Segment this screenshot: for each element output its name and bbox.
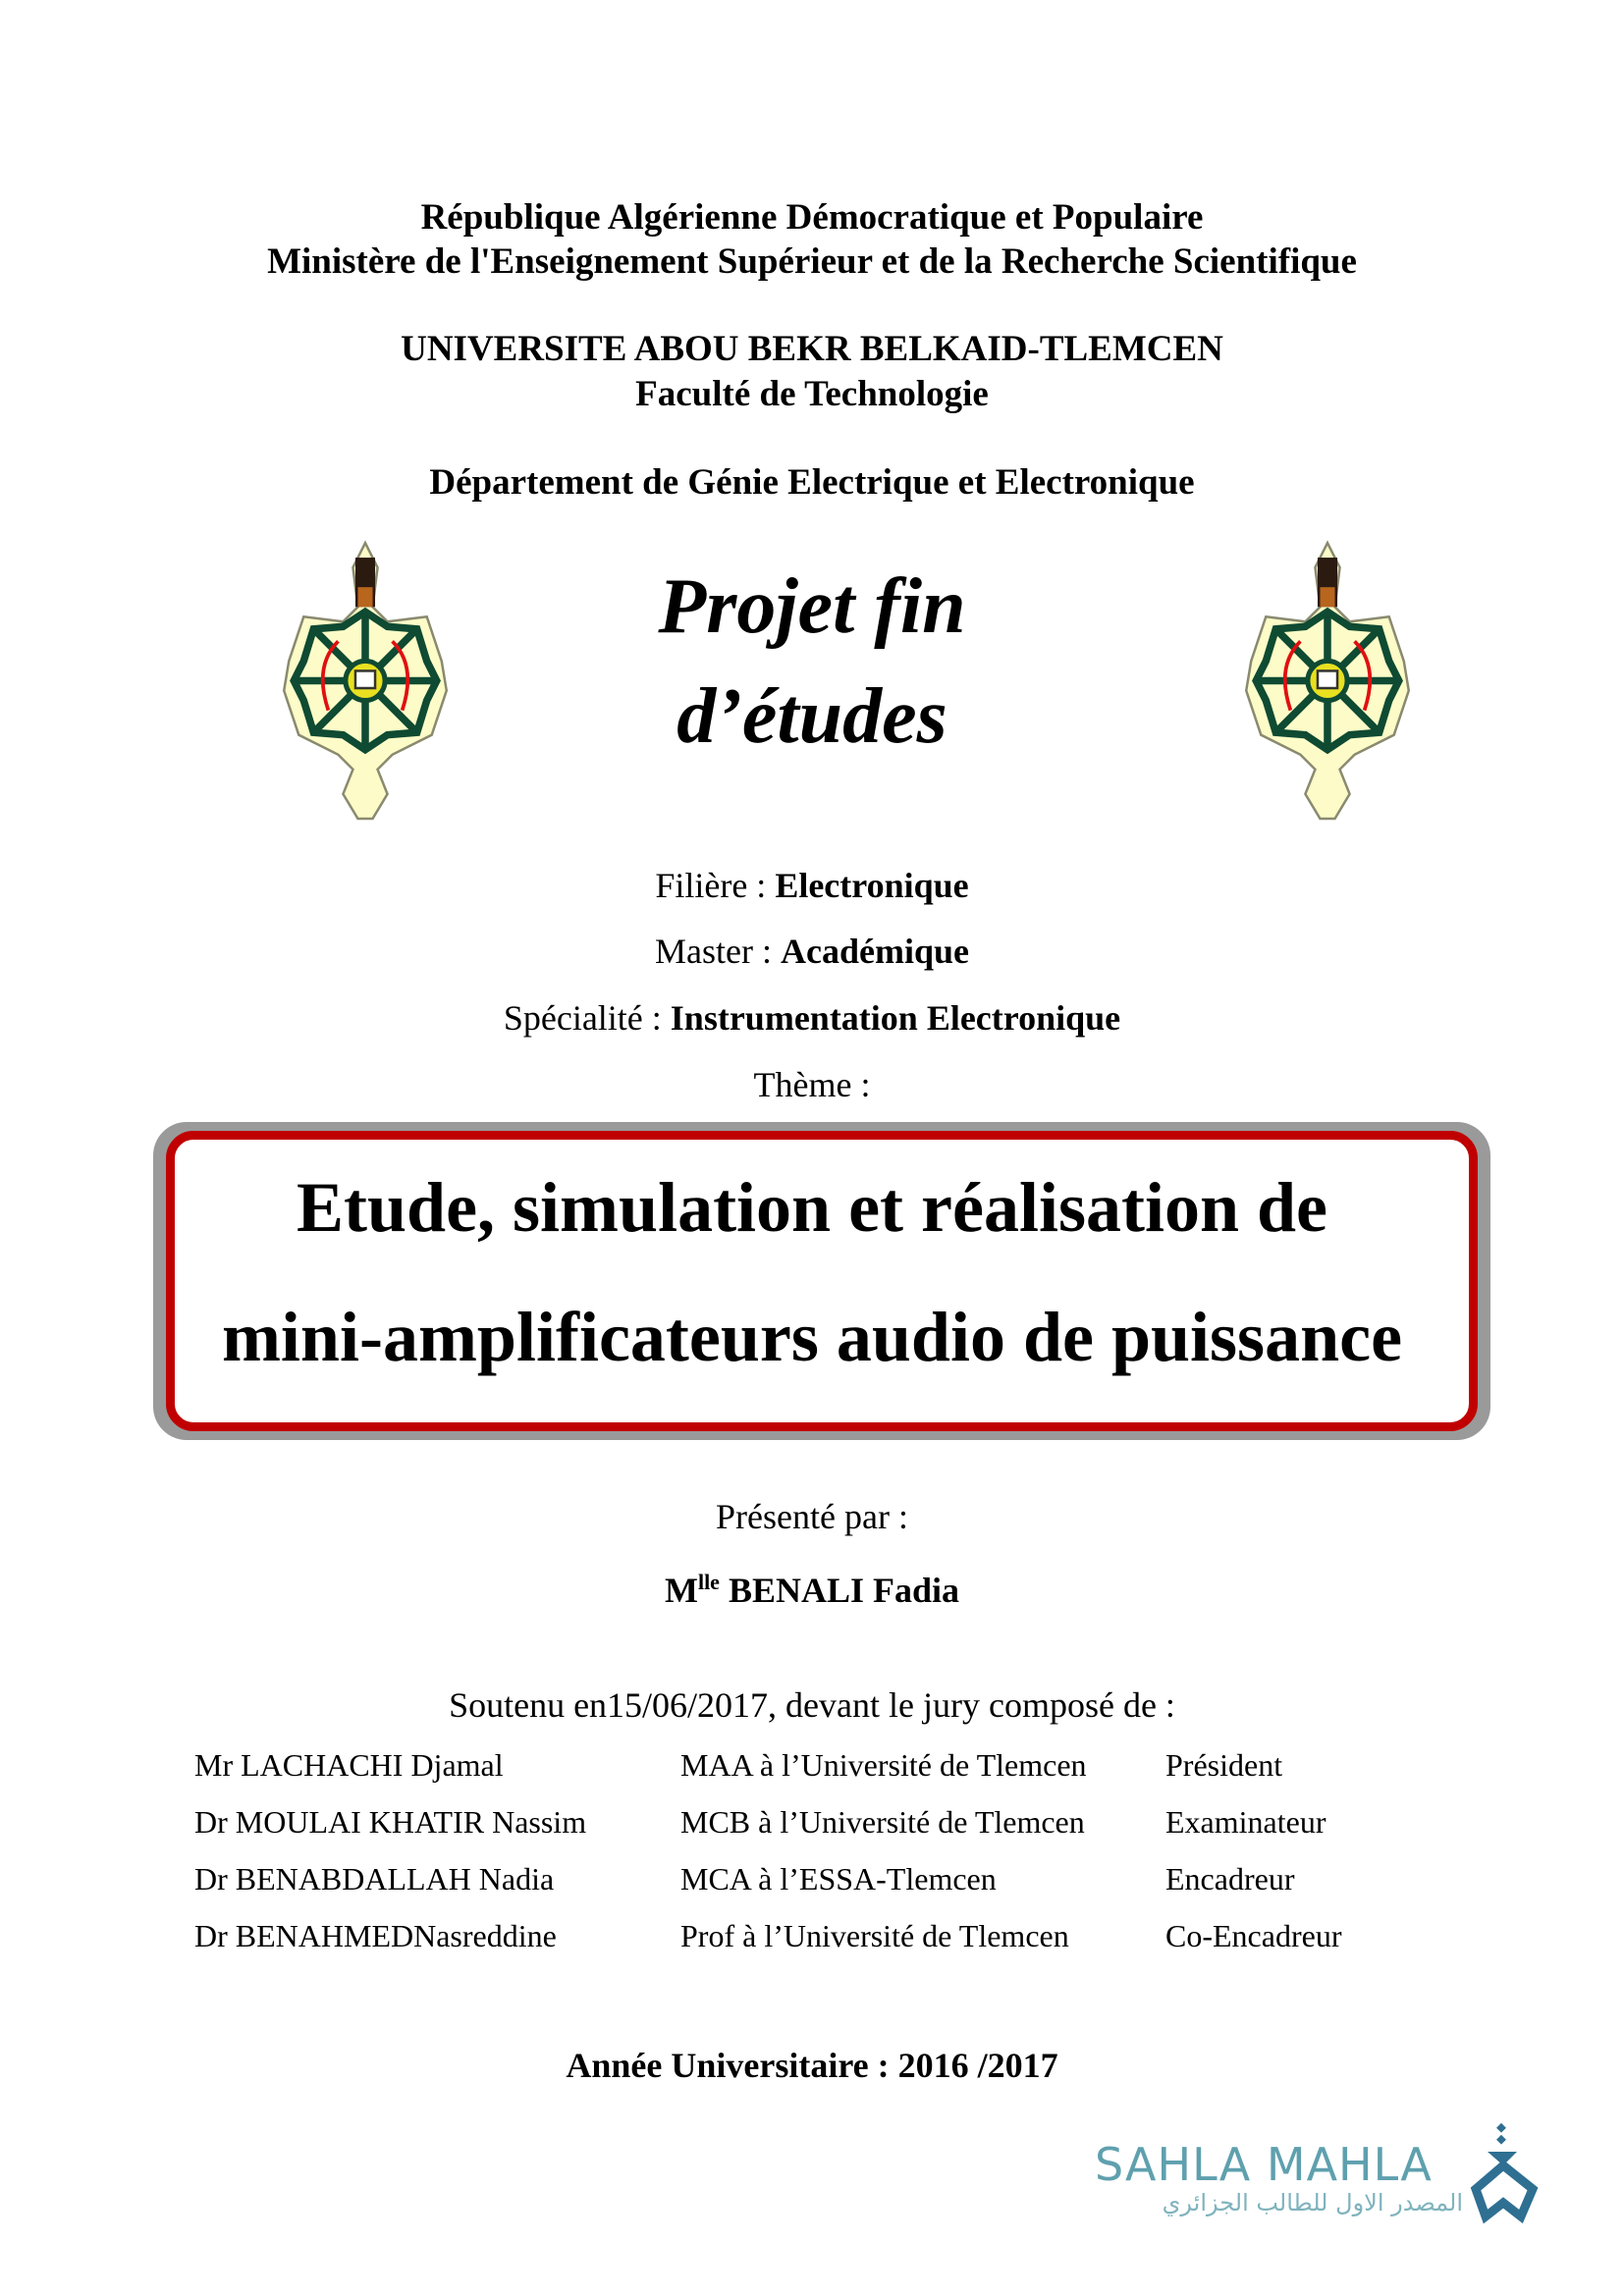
jury-role: Co-Encadreur (1165, 1918, 1342, 1953)
doc-type-line1: Projet fin (658, 563, 966, 650)
jury-role: Examinateur (1165, 1804, 1326, 1840)
master-label: Master : (655, 932, 781, 971)
presenter-fullname: BENALI Fadia (719, 1571, 960, 1610)
jury-name: Dr BENAHMEDNasreddine (194, 1918, 557, 1953)
ministry-name: Ministère de l'Enseignement Supérieur et de la Recherche Scientifique (267, 241, 1357, 282)
jury-row (194, 1804, 1471, 1861)
watermark-name: SAHLA MAHLA (1095, 2138, 1433, 2191)
faculty-name: Faculté de Technologie (635, 374, 989, 414)
master-value: Académique (780, 932, 969, 971)
specialite-line (0, 996, 1624, 1040)
jury-role: Président (1165, 1747, 1283, 1783)
presented-by-label: Présenté par : (716, 1497, 908, 1536)
doc-type-line2: d’études (677, 673, 947, 760)
presenter-title: M (664, 1571, 698, 1610)
defense-statement: Soutenu en15/06/2017, devant le jury composé de : (449, 1685, 1175, 1725)
theme-label: Thème : (753, 1065, 871, 1104)
jury-row (194, 1918, 1471, 1975)
sahla-mahla-logo-icon (1468, 2120, 1542, 2228)
university-name: UNIVERSITE ABOU BEKR BELKAID-TLEMCEN (401, 329, 1223, 369)
jury-affiliation: MCB à l’Université de Tlemcen (680, 1804, 1085, 1840)
thesis-title-line1: Etude, simulation et réalisation de (296, 1168, 1327, 1247)
master-line (0, 930, 1624, 973)
filiere-label: Filière : (655, 866, 776, 905)
filiere-line (0, 864, 1624, 907)
jury-name: Dr MOULAI KHATIR Nassim (194, 1804, 587, 1840)
specialite-label: Spécialité : (503, 998, 671, 1038)
academic-year: Année Universitaire : 2016 /2017 (566, 2046, 1058, 2085)
jury-affiliation: Prof à l’Université de Tlemcen (680, 1918, 1069, 1953)
jury-name: Dr BENABDALLAH Nadia (194, 1861, 555, 1896)
presenter-name (0, 1561, 1624, 1612)
jury-affiliation: MAA à l’Université de Tlemcen (680, 1747, 1087, 1783)
jury-row (194, 1747, 1471, 1804)
presenter-title-sup: lle (697, 1570, 720, 1594)
jury-role: Encadreur (1165, 1861, 1295, 1896)
filiere-value: Electronique (775, 866, 969, 905)
thesis-title-line2: mini-amplificateurs audio de puissance (221, 1298, 1403, 1376)
jury-name: Mr LACHACHI Djamal (194, 1747, 504, 1783)
specialite-value: Instrumentation Electronique (670, 998, 1121, 1038)
jury-table (194, 1747, 1471, 1975)
country-name: République Algérienne Démocratique et Populaire (420, 197, 1204, 238)
watermark-tagline: المصدر الاول للطالب الجزائري (1162, 2189, 1463, 2216)
sahla-mahla-watermark (1095, 2120, 1546, 2238)
jury-affiliation: MCA à l’ESSA-Tlemcen (680, 1861, 997, 1896)
department-name: Département de Génie Electrique et Electronique (429, 462, 1195, 503)
jury-row (194, 1861, 1471, 1918)
